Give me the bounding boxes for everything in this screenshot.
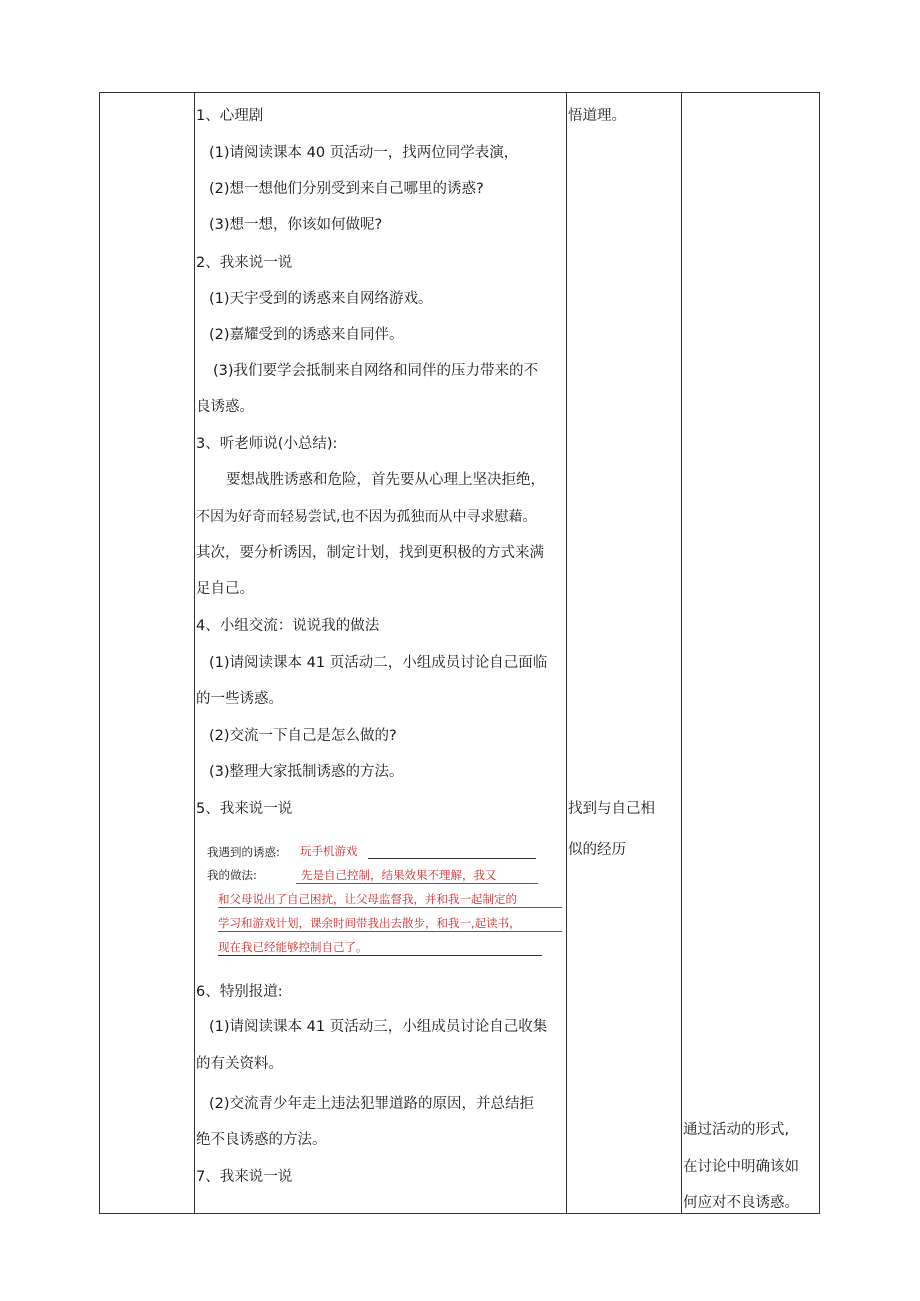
activity-line: 的有关资料。 <box>196 1056 283 1072</box>
section-heading: 6、特别报道: <box>196 984 283 1000</box>
activity-line: 绝不良诱惑的方法。 <box>196 1132 327 1148</box>
activity-line: 良诱惑。 <box>196 399 254 415</box>
temptation-label: 我遇到的诱惑: <box>207 845 280 859</box>
activity-line: (2)想一想他们分别受到来自己哪里的诱惑? <box>209 181 484 197</box>
method-answer-line: 现在我已经能够控制自己了。 <box>218 940 368 954</box>
section-heading: 2、我来说一说 <box>196 255 293 271</box>
method-answer-line: 先是自己控制，结果效果不理解，我又 <box>301 868 497 882</box>
column-text: 何应对不良诱惑。 <box>683 1195 799 1211</box>
section-heading: 5、我来说一说 <box>196 801 293 817</box>
answer-underline <box>296 883 538 884</box>
activity-line: (2)嘉耀受到的诱惑来自同伴。 <box>209 327 404 343</box>
summary-line: 不因为好奇而轻易尝试,也不因为孤独而从中寻求慰藉。 <box>196 509 537 525</box>
activity-line: (1)天宇受到的诱惑来自网络游戏。 <box>209 291 433 307</box>
answer-underline <box>368 858 536 859</box>
temptation-answer: 玩手机游戏 <box>300 844 358 858</box>
activity-line: (2)交流一下自己是怎么做的? <box>209 728 397 744</box>
activity-line: (3)想一想，你该如何做呢? <box>209 217 383 233</box>
method-answer-line: 和父母说出了自己困扰，让父母监督我，并和我一起制定的 <box>218 892 517 906</box>
column-divider <box>681 92 682 1214</box>
activity-line: (1)请阅读课本 40 页活动一，找两位同学表演， <box>209 145 519 161</box>
method-answer-line: 学习和游戏计划，课余时间带我出去散步，和我一,起读书， <box>218 916 521 930</box>
answer-underline <box>218 931 562 932</box>
summary-line: 其次，要分析诱因，制定计划，找到更积极的方式来满 <box>196 545 544 561</box>
section-heading: 3、听老师说(小总结): <box>196 436 338 452</box>
activity-line: (3)整理大家抵制诱惑的方法。 <box>209 764 404 780</box>
summary-line: 足自己。 <box>196 581 254 597</box>
answer-underline <box>218 907 562 908</box>
column-text: 在讨论中明确该如 <box>683 1159 799 1175</box>
method-label: 我的做法: <box>207 868 257 882</box>
answer-underline <box>218 955 542 956</box>
section-heading: 1、心理剧 <box>196 108 264 124</box>
section-heading: 4、小组交流：说说我的做法 <box>196 618 380 634</box>
activity-line: 的一些诱惑。 <box>196 691 283 707</box>
summary-line: 要想战胜诱惑和危险，首先要从心理上坚决拒绝， <box>226 472 545 488</box>
section-heading: 7、我来说一说 <box>196 1169 293 1185</box>
column-text: 似的经历 <box>568 842 626 858</box>
column-text: 悟道理。 <box>568 108 626 124</box>
activity-line: (2)交流青少年走上违法犯罪道路的原因，并总结拒 <box>209 1096 535 1112</box>
column-text: 找到与自己相 <box>568 801 655 817</box>
column-divider <box>566 92 567 1214</box>
activity-line: (1)请阅读课本 41 页活动三，小组成员讨论自己收集 <box>209 1019 548 1035</box>
column-text: 通过活动的形式, <box>683 1122 790 1138</box>
activity-line: (3)我们要学会抵制来自网络和同伴的压力带来的不 <box>213 363 539 379</box>
activity-line: (1)请阅读课本 41 页活动二，小组成员讨论自己面临 <box>209 655 548 671</box>
column-divider <box>194 92 195 1214</box>
